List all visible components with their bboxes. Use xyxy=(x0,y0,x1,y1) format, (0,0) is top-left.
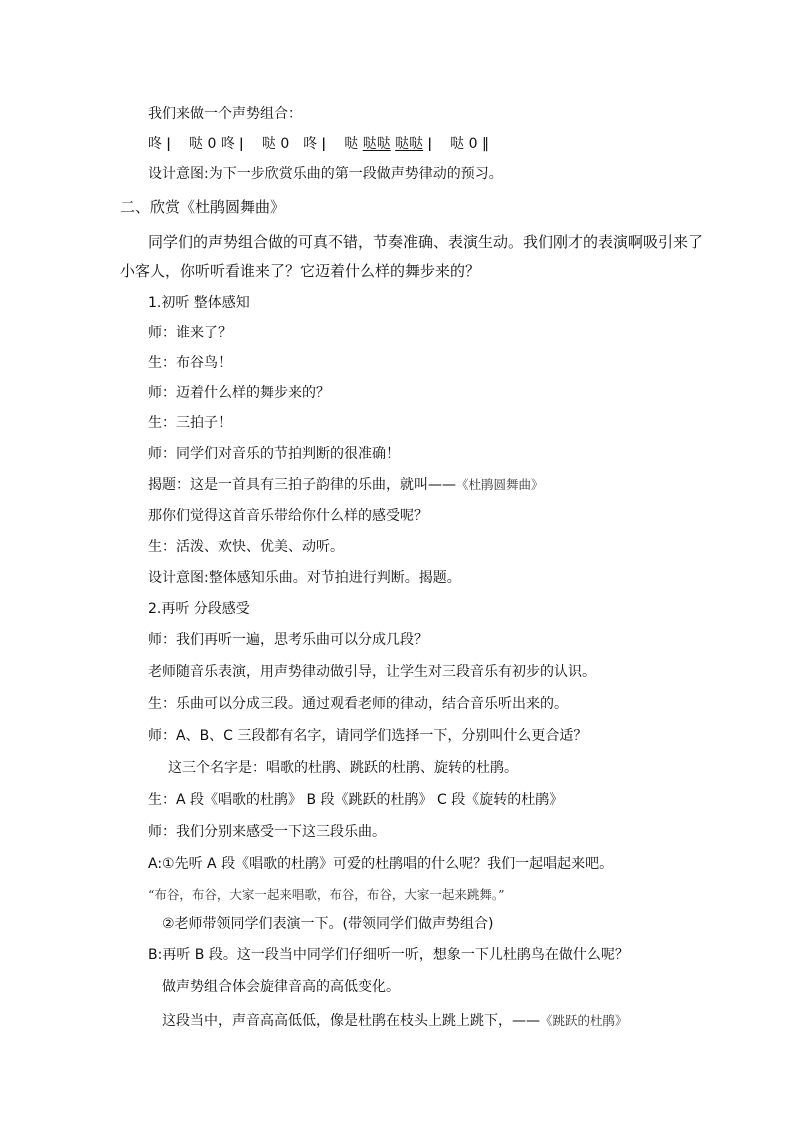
dialog-line-7: 师：我们再听一遍，思考乐曲可以分成几段？ xyxy=(148,632,428,648)
rhythm-underlined-2: 哒哒 xyxy=(395,136,424,152)
section-heading-2: 二、欣赏《杜鹃圆舞曲》 xyxy=(120,198,286,216)
dialog-line-3: 师：迈着什么样的舞步来的？ xyxy=(148,385,330,401)
paragraph-line-2: 小客人，你听听看谁来了？它迈着什么样的舞步来的？ xyxy=(120,262,481,280)
design-intent-2: 设计意图:整体感知乐曲。对节拍进行判断。揭题。 xyxy=(148,570,461,586)
question-line: 那你们觉得这首音乐带给你什么样的感受呢？ xyxy=(148,508,428,524)
section-b-description xyxy=(162,1012,628,1030)
rhythm-part-1: 咚 ǀ 哒 0 咚 ǀ 哒 0 咚 ǀ 哒 xyxy=(148,136,363,152)
names-line: 这三个名字是：唱歌的杜鹃、跳跃的杜鹃、旋转的杜鹃。 xyxy=(168,760,518,776)
reveal-title-line xyxy=(148,476,544,494)
dialog-line-1: 师：谁来了？ xyxy=(148,325,232,341)
instruction-line-1: 老师随音乐表演，用声势律动做引导，让学生对三段音乐有初步的认识。 xyxy=(148,664,596,680)
dialog-line-4: 生：三拍子！ xyxy=(148,415,232,431)
dialog-line-2: 生：布谷鸟！ xyxy=(148,355,232,371)
dialog-line-5: 师：同学们对音乐的节拍判断的很准确！ xyxy=(148,446,400,462)
dialog-line-11: 师：我们分别来感受一下这三段乐曲。 xyxy=(148,824,386,840)
section-a-step-2: ②老师带领同学们表演一下。(带领同学们做声势组合) xyxy=(162,916,494,932)
text-line-1: 我们来做一个声势组合： xyxy=(148,106,302,122)
rhythm-underlined-1: 哒哒 xyxy=(362,136,391,152)
section-b-line: B:再听 B 段。这一段当中同学们仔细听一听，想象一下儿杜鹃鸟在做什么呢？ xyxy=(148,947,629,963)
design-intent-1: 设计意图:为下一步欣赏乐曲的第一段做声势律动的预习。 xyxy=(148,166,503,182)
dialog-line-9: 师：A、B、C 三段都有名字，请同学们选择一下，分别叫什么更合适？ xyxy=(148,728,588,744)
reveal-title-name: 《杜鹃圆舞曲》 xyxy=(456,477,544,492)
paragraph-line-1: 同学们的声势组合做的可真不错，节奏准确、表演生动。我们刚才的表演啊吸引来了 xyxy=(148,233,704,251)
song-lyrics: “布谷，布谷，大家一起来唱歌，布谷，布谷，大家一起来跳舞。” xyxy=(148,887,505,902)
dialog-line-10: 生：A 段《唱歌的杜鹃》 B 段《跳跃的杜鹃》 C 段《旋转的杜鹃》 xyxy=(148,792,564,808)
section-b-description-text: 这段当中，声音高高低低，像是杜鹃在枝头上跳上跳下，—— xyxy=(162,1013,540,1029)
reveal-title-text: 揭题：这是一首具有三拍子韵律的乐曲，就叫—— xyxy=(148,477,456,493)
subheading-1: 1.初听 整体感知 xyxy=(148,295,250,311)
dialog-line-8: 生：乐曲可以分成三段。通过观看老师的律动，结合音乐听出来的。 xyxy=(148,696,568,712)
section-a-line: A:①先听 A 段《唱歌的杜鹃》可爱的杜鹃唱的什么呢？我们一起唱起来吧。 xyxy=(148,856,614,872)
section-b-note: 做声势组合体会旋律音高的高低变化。 xyxy=(162,979,400,995)
rhythm-line xyxy=(148,135,489,153)
subheading-2: 2.再听 分段感受 xyxy=(148,601,250,617)
section-b-title: 《跳跃的杜鹃》 xyxy=(540,1013,628,1028)
dialog-line-6: 生：活泼、欢快、优美、动听。 xyxy=(148,539,344,555)
rhythm-part-2: ǀ 哒 0 ‖ xyxy=(423,136,489,152)
